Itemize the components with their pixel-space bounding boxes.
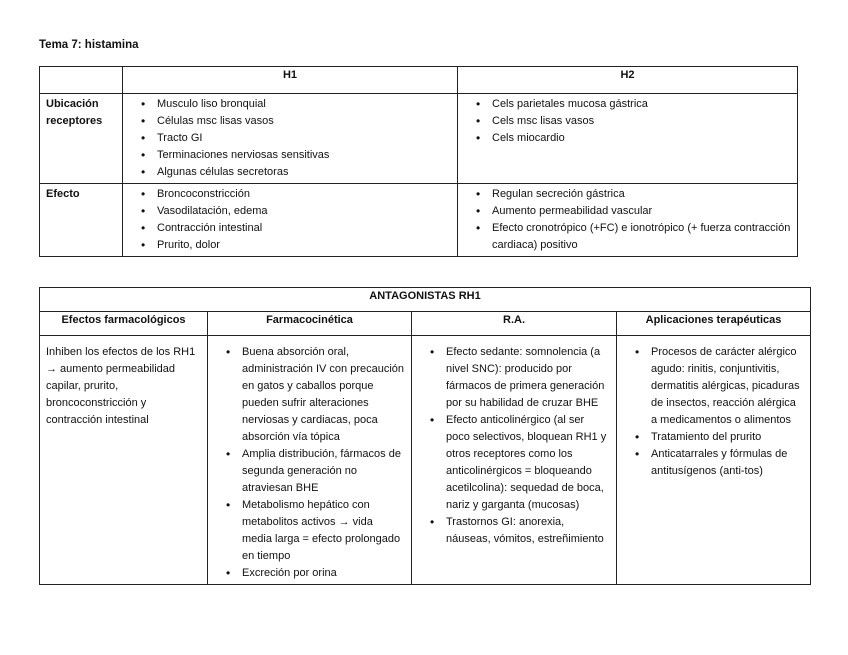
header-ra: R.A. — [412, 312, 617, 336]
list-item: • Algunas células secretoras — [147, 164, 451, 181]
list-item: • Tracto GI — [147, 130, 451, 147]
list-item: • Efecto cronotrópico (+FC) e ionotrópico (+ fuerza contracción cardiaca) positivo — [482, 220, 791, 254]
row-label-ubicacion: Ubicación receptores — [40, 94, 123, 184]
list-item: • Vasodilatación, edema — [147, 203, 451, 220]
header-aplicaciones: Aplicaciones terapéuticas — [617, 312, 811, 336]
header-efectos: Efectos farmacológicos — [40, 312, 208, 336]
list-item: • Aumento permeabilidad vascular — [482, 203, 791, 220]
table-header-row — [40, 67, 798, 94]
list-item: • Efecto anticolinérgico (al ser poco selectivos, bloquean RH1 y otros receptores como los anticolinérgicos = bloqueando acetilcolina): sequedad de boca, nariz y garganta (mucosas) — [436, 412, 610, 514]
list-item: • Trastornos GI: anorexia, náuseas, vómitos, estreñimiento — [436, 514, 610, 548]
list-item: • Cels parietales mucosa gástrica — [482, 96, 791, 113]
list-item: • Terminaciones nerviosas sensitivas — [147, 147, 451, 164]
cell-farmacocinetica — [208, 336, 412, 585]
list-item: • Regulan secreción gástrica — [482, 186, 791, 203]
histamine-receptors-table — [39, 66, 798, 257]
cell-h1-efecto — [123, 184, 458, 257]
list-item: • Cels msc lisas vasos — [482, 113, 791, 130]
list-item: • Prurito, dolor — [147, 237, 451, 254]
efectos-text: Inhiben los efectos de los RH1 → aumento permeabilidad capilar, prurito, broncoconstricción y contracción intestinal — [46, 346, 196, 426]
table-row — [40, 94, 798, 184]
list-item: • Cels miocardio — [482, 130, 791, 147]
list-item: • Broncoconstricción — [147, 186, 451, 203]
list-item: • Efecto sedante: somnolencia (a nivel SNC): producido por fármacos de primera generación por su habilidad de cruzar BHE — [436, 344, 610, 412]
table-row — [40, 336, 811, 585]
header-h1: H1 — [123, 67, 458, 94]
header-farmacocinetica: Farmacocinética — [208, 312, 412, 336]
cell-ra — [412, 336, 617, 585]
document-title: Tema 7: histamina — [39, 39, 139, 51]
list-item: • Contracción intestinal — [147, 220, 451, 237]
row-label-efecto: Efecto — [40, 184, 123, 257]
cell-efectos — [40, 336, 208, 585]
cell-h2-ubicacion — [458, 94, 798, 184]
list-item: • Buena absorción oral, administración IV con precaución en gatos y caballos porque pueden sufrir alteraciones nerviosas y cardiacas, poca absorción vía tópica — [232, 344, 405, 446]
list-item: • Anticatarrales y fórmulas de antitusígenos (anti-tos) — [641, 446, 804, 480]
list-item: • Metabolismo hepático con metabolitos activos → vida media larga = efecto prolongado en tiempo — [232, 497, 405, 565]
table-title-row — [40, 288, 811, 312]
list-item: • Excreción por orina — [232, 565, 405, 582]
header-empty — [40, 67, 123, 94]
cell-h2-efecto — [458, 184, 798, 257]
header-h2: H2 — [458, 67, 798, 94]
cell-aplicaciones — [617, 336, 811, 585]
list-item: • Amplia distribución, fármacos de segunda generación no atraviesan BHE — [232, 446, 405, 497]
table-row — [40, 184, 798, 257]
antagonists-title: ANTAGONISTAS RH1 — [40, 288, 811, 312]
list-item: • Tratamiento del prurito — [641, 429, 804, 446]
antagonists-table — [39, 287, 811, 585]
table-header-row — [40, 312, 811, 336]
cell-h1-ubicacion — [123, 94, 458, 184]
list-item: • Células msc lisas vasos — [147, 113, 451, 130]
list-item: • Procesos de carácter alérgico agudo: rinitis, conjuntivitis, dermatitis alérgicas, picaduras de insectos, reacción alérgica a medicamentos o alimentos — [641, 344, 804, 429]
list-item: • Musculo liso bronquial — [147, 96, 451, 113]
